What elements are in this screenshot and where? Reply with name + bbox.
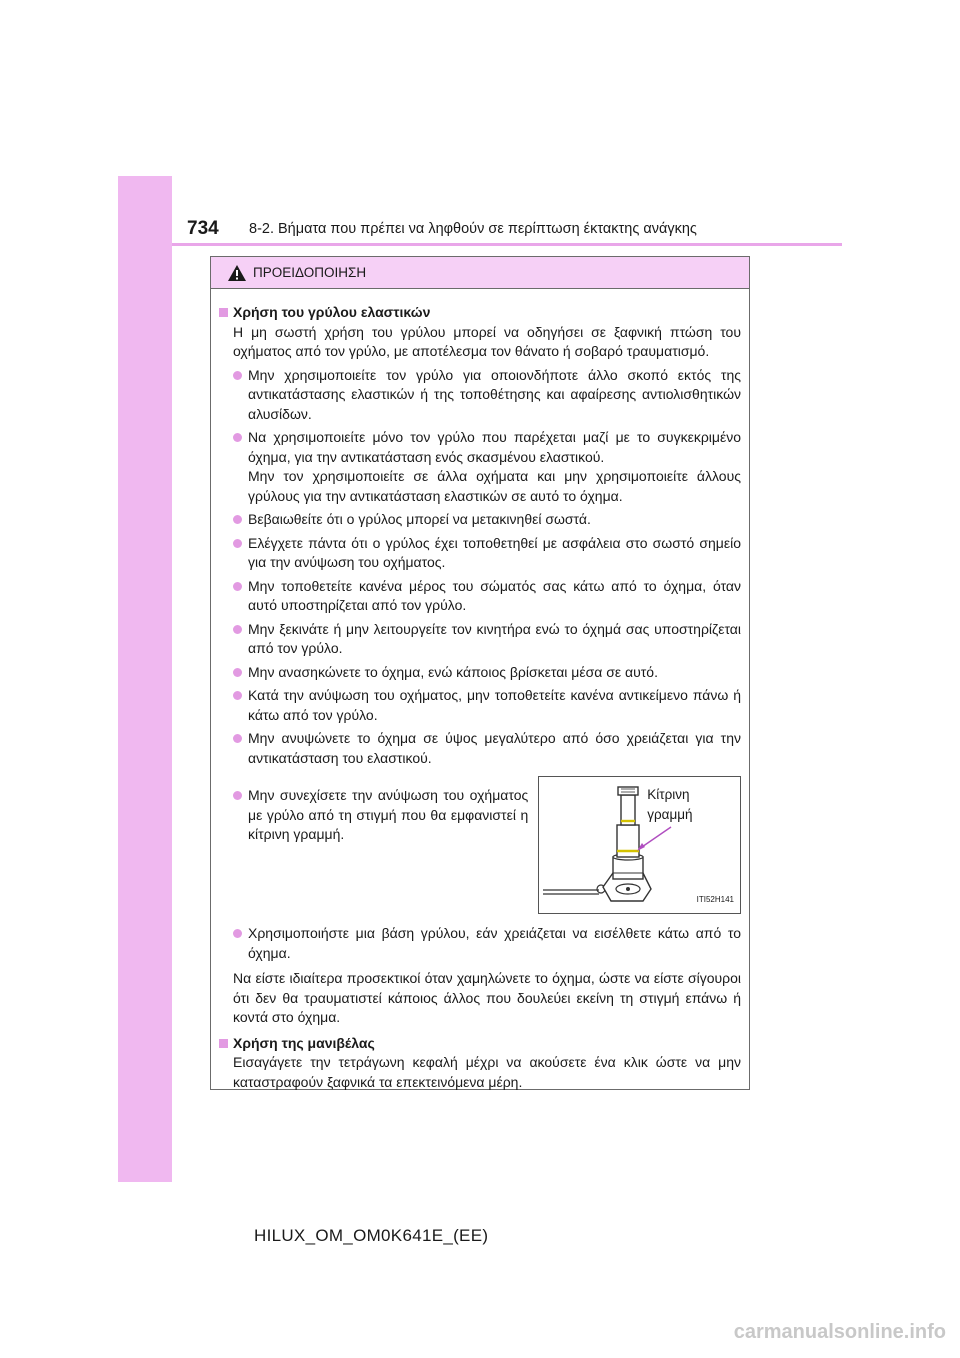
list-item-text: Χρησιμοποιήστε μια βάση γρύλου, εάν χρειάζεται να εισέλθετε κάτω από το όχημα. — [248, 925, 741, 961]
list-item — [219, 663, 741, 683]
square-bullet-icon — [219, 1039, 228, 1048]
side-color-strip — [118, 176, 172, 1182]
section-heading — [219, 303, 741, 323]
list-item — [219, 786, 528, 914]
chapter-title: 8-2. Βήματα που πρέπει να ληφθούν σε περίπτωση έκτακτης ανάγκης — [249, 221, 697, 237]
section-title-handle: Χρήση της μανιβέλας — [233, 1034, 375, 1051]
figure-code: ITI52H141 — [696, 894, 734, 904]
document-code: HILUX_OM_OM0K641E_(EE) — [254, 1226, 489, 1245]
list-item-text: Μην χρησιμοποιείτε τον γρύλο για οποιονδήποτε άλλο σκοπό εκτός της αντικατάστασης ελαστικών ή της τοποθέτησης και αφαίρεσης αντιολισθητικών αλυσίδων. — [248, 366, 741, 422]
watermark: carmanualsonline.info — [733, 1321, 946, 1343]
round-bullet-icon — [233, 691, 242, 700]
list-item-text: Μην συνεχίσετε την ανύψωση του οχήματος με γρύλο από τη στιγμή που θα εμφανιστεί η κίτρινη γραμμή. — [248, 787, 529, 842]
round-bullet-icon — [233, 515, 242, 524]
list-item — [219, 686, 741, 725]
list-item-text: Μην ξεκινάτε ή μην λειτουργείτε τον κινητήρα ενώ το όχημά σας υποστηρίζεται από τον γρύλο. — [248, 620, 741, 656]
list-item-text — [248, 428, 741, 506]
page-number: 734 — [187, 218, 219, 239]
list-item-text: Ελέγχετε πάντα ότι ο γρύλος έχει τοποθετηθεί με ασφάλεια στο σωστό σημείο για την ανύψωση του οχήματος. — [248, 534, 741, 570]
round-bullet-icon — [233, 582, 242, 591]
list-item-text: Μην τοποθετείτε κανένα μέρος του σώματός σας κάτω από το όχημα, όταν αυτό υποστηρίζεται από τον γρύλο. — [248, 577, 741, 613]
warning-box — [210, 256, 750, 1090]
list-item — [219, 428, 741, 506]
list-item — [219, 729, 741, 768]
round-bullet-icon — [233, 668, 242, 677]
list-item — [219, 577, 741, 616]
warning-body — [211, 289, 749, 1092]
list-item-text: Κατά την ανύψωση του οχήματος, μην τοποθετείτε κανένα αντικείμενο πάνω ή κάτω από τον γρύλο. — [248, 687, 741, 723]
round-bullet-icon — [233, 539, 242, 548]
round-bullet-icon — [233, 734, 242, 743]
list-item-text: Μην ανασηκώνετε το όχημα, ενώ κάποιος βρίσκεται μέσα σε αυτό. — [248, 663, 658, 680]
callout-line: γραμμή — [647, 807, 693, 822]
figure-row — [219, 772, 741, 914]
list-item — [219, 924, 741, 963]
section-heading — [219, 1034, 741, 1054]
list-item-text-part: Μην τον χρησιμοποιείτε σε άλλα οχήματα και μην χρησιμοποιείτε άλλους γρύλους για την αντικατάσταση ελαστικών σε αυτό το όχημα. — [248, 468, 741, 504]
list-item — [219, 366, 741, 425]
list-item-text: Βεβαιωθείτε ότι ο γρύλος μπορεί να μετακινηθεί σωστά. — [248, 511, 591, 527]
round-bullet-icon — [233, 433, 242, 442]
list-item-text-part: Να χρησιμοποιείτε μόνο τον γρύλο που παρέχεται μαζί με το συγκεκριμένο όχημα, για την αντικατάσταση ενός σκασμένου ελαστικού. — [248, 429, 741, 465]
round-bullet-icon — [233, 371, 242, 380]
list-item — [219, 620, 741, 659]
jack-illustration — [538, 776, 741, 914]
closing-paragraph: Να είστε ιδιαίτερα προσεκτικοί όταν χαμηλώνετε το όχημα, ώστε να είστε σίγουροι ότι δεν θα τραυματιστεί κάποιος άλλος που δουλεύει εκείνη τη στιγμή επάνω ή κοντά στο όχημα. — [233, 970, 741, 1025]
handle-paragraph: Εισαγάγετε την τετράγωνη κεφαλή μέχρι να ακούσετε ένα κλικ ώστε να μην καταστραφούν ξαφνικά τα επεκτεινόμενα μέρη. — [233, 1054, 741, 1090]
figure-callout — [647, 785, 692, 825]
warning-triangle-icon — [227, 264, 247, 282]
list-item — [219, 510, 741, 530]
warning-label: ΠΡΟΕΙΔΟΠΟΙΗΣΗ — [253, 265, 367, 280]
section-title-jack: Χρήση του γρύλου ελαστικών — [233, 304, 431, 320]
list-item-text: Μην ανυψώνετε το όχημα σε ύψος μεγαλύτερο από όσο χρειάζεται για την αντικατάσταση του ελαστικού. — [248, 730, 741, 766]
callout-line: Κίτρινη — [647, 787, 690, 802]
round-bullet-icon — [233, 791, 242, 800]
list-item — [219, 534, 741, 573]
warning-header — [211, 257, 749, 289]
square-bullet-icon — [219, 308, 228, 317]
round-bullet-icon — [233, 625, 242, 634]
header-rule — [172, 243, 842, 246]
intro-paragraph: Η μη σωστή χρήση του γρύλου μπορεί να οδηγήσει σε ξαφνική πτώση του οχήματος από τον γρύλο, με αποτέλεσμα τον θάνατο ή σοβαρό τραυματισμό. — [233, 323, 741, 359]
round-bullet-icon — [233, 929, 242, 938]
